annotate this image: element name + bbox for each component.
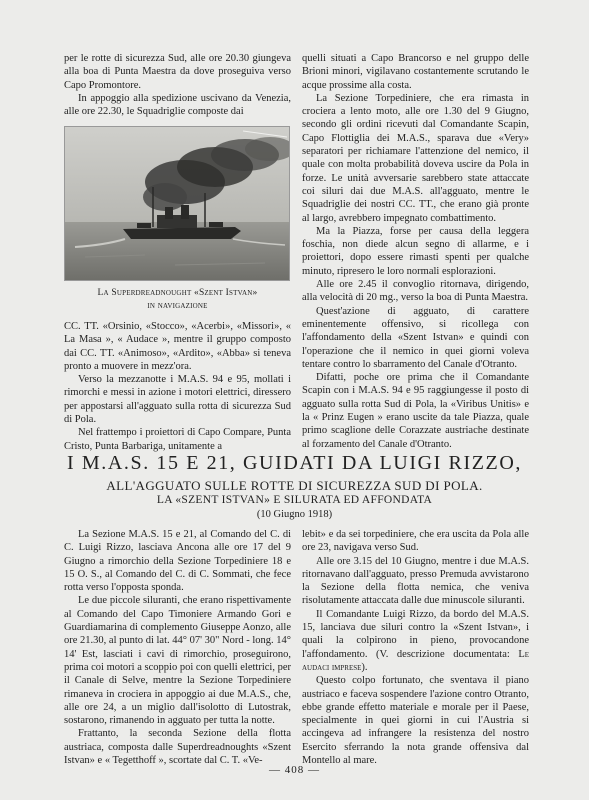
top-right-column: [302, 52, 529, 451]
paragraph: CC. TT. «Orsinio, «Stocco», «Acerbi», «Missori», « La Masa », « Audace », mentre il gruppo composto dai CC. TT. «Animoso», «Ardito», «Abba» si teneva pronto a muovere in mezz'ora.: [64, 321, 291, 372]
top-left-column-continued: [64, 320, 291, 453]
paragraph: Ma la Piazza, forse per causa della leggera foschia, non diede alcun segno di allarme, e i proiettori, dopo essere rimasti spenti per qualche minuto, ripresero le loro normali esplorazioni.: [302, 225, 529, 277]
battleship-photo: [64, 126, 290, 281]
paragraph-text: ).: [361, 661, 368, 673]
paragraph: lebit» e da sei torpediniere, che era uscita da Pola alle ore 23, navigava verso Sud.: [302, 529, 529, 554]
paragraph: Questo colpo fortunato, che sventava il piano austriaco e faceva sospendere l'azione contro Otranto, ebbe grande effetto materiale e morale per il Paese, specialmente in quei giorni in cui l'Austria si accingeva ad infrangere la resistenza del nostro Esercito sferrando la nota grande offensiva dal Montello al mare.: [302, 675, 529, 767]
paragraph-text: Il Comandante Luigi Rizzo, da bordo del M.A.S. 15, lanciava due siluri contro la «Szent Istvan», i quali la colpirono in pieno, provocandone l'affondamento. (V. descrizione documentata:: [302, 608, 529, 660]
paragraph: Verso la mezzanotte i M.A.S. 94 e 95, mollati i rimorchi e messi in azione i motori elettrici, diressero per appostarsi all'agguato sulla rotta di sicurezza Sud di Pola.: [64, 374, 291, 426]
section-subtitle: ALL'AGGUATO SULLE ROTTE DI SICUREZZA SUD DI POLA.: [106, 478, 483, 493]
section-subtitle-2: LA «SZENT ISTVAN» E SILURATA ED AFFONDATA: [156, 494, 433, 506]
bottom-left-column: [64, 528, 291, 767]
paragraph: per le rotte di sicurezza Sud, alle ore 20.30 giungeva alla boa di Punta Maestra da dove proseguiva verso Capo Promontore.: [64, 53, 291, 91]
paragraph: La Sezione M.A.S. 15 e 21, al Comando del C. di C. Luigi Rizzo, lasciava Ancona alle ore 17 del 9 Giugno a rimorchio della Sezione Torpediniere 18 e 15 O. S., al Comando del C. di C. Sommati, che fece rotta verso l'opposta sponda.: [64, 529, 291, 594]
paragraph: In appoggio alla spedizione uscivano da Venezia, alle ore 22.30, le Squadriglie composte dai: [64, 92, 291, 118]
caption-line: in navigazione: [147, 301, 208, 311]
paragraph: quelli situati a Capo Brancorso e nel gruppo delle Brioni minori, vigilavano costantemente scrutando le acque prossime alla costa.: [302, 53, 529, 91]
paragraph: Alle ore 2.45 il convoglio ritornava, dirigendo, alla velocità di 20 mg., verso la boa di Punta Maestra.: [302, 279, 529, 304]
paragraph: La Sezione Torpediniere, che era rimasta in crociera a lento moto, alle ore 1.30 del 9 Giugno, secondo gli ordini ricevuti dal Comandante Scapin, Capo Flottiglia dei M.A.S., sparava due «Very» separatori per richiamare l'attenzione del nemico, il quale con molta probabilità doveva uscire da Pola in forze. Le unità avversarie sarebbero state attaccate coi siluri dai due M.A.S. all'agguato, mentre le Squadriglie dei nostri CC. TT., che erano già pronte al largo, avrebbero impegnato combattimento.: [302, 92, 529, 224]
bottom-right-column: [302, 528, 529, 767]
section-date: (10 Giugno 1918): [256, 509, 333, 520]
reference-title: Le audaci imprese: [302, 648, 530, 673]
paragraph: Nel frattempo i proiettori di Capo Compare, Punta Cristo, Punta Barbariga, unitamente a: [64, 427, 291, 452]
paragraph: Frattanto, la seconda Sezione della flotta austriaca, composta dalle Superdreadnoughts «Szent Istvan» e « Tegetthoff », scortate dal C. T. «Ve-: [64, 728, 291, 767]
photo-caption: [64, 287, 291, 313]
page-number: — 408 —: [269, 764, 320, 776]
paragraph: [302, 608, 529, 674]
top-left-column: [64, 52, 291, 118]
paragraph: Difatti, poche ore prima che il Comandante Scapin con i M.A.S. 94 e 95 raggiungesse il posto di agguato sulla rotta Sud di Pola, la «Viribus Unitis» e la « Prinz Eugen » erano uscite da tale Piazza, quale primo scaglione delle Corazzate austriache destinate al forzamento del Canale d'Otranto.: [302, 372, 529, 450]
paragraph: Le due piccole siluranti, che erano rispettivamente al Comando del Capo Timoniere Armando Gori e Guardiamarina di complemento Giuseppe Aonzo, alle ore 21.30, al punto di lat. 44° 07' 30" Nord - long. 14° 14' Est, lasciati i cavi di rimorchio, proseguirono, prima coi motori a scoppio poi con quelli elettrici, per il Canale di Selve, mentre la Sezione Torpediniere rimaneva in crociera in appoggio ai due M.A.S., che, alle ore 24, a un miglio dall'isolotto di Lutostrak, sostarono, rimanendo in agguato per tutta la notte.: [64, 595, 291, 727]
caption-line: La Superdreadnought «Szent Istvan»: [97, 288, 258, 298]
paragraph: Quest'azione di agguato, di carattere eminentemente offensivo, si ricollega con l'affondamento della «Szent Istvan» e quindi con l'operazione che il nemico in quei giorni voleva tentare contro lo sbarramento del Canale d'Otranto.: [302, 305, 529, 370]
section-title: I M.A.S. 15 E 21, GUIDATI DA LUIGI RIZZO,: [66, 452, 522, 474]
paragraph: Alle ore 3.15 del 10 Giugno, mentre i due M.A.S. ritornavano dall'agguato, presso Premuda avvistarono la Sezione della flotta nemica, che veniva risolutamente attaccata dalle due minuscole siluranti.: [302, 555, 529, 607]
